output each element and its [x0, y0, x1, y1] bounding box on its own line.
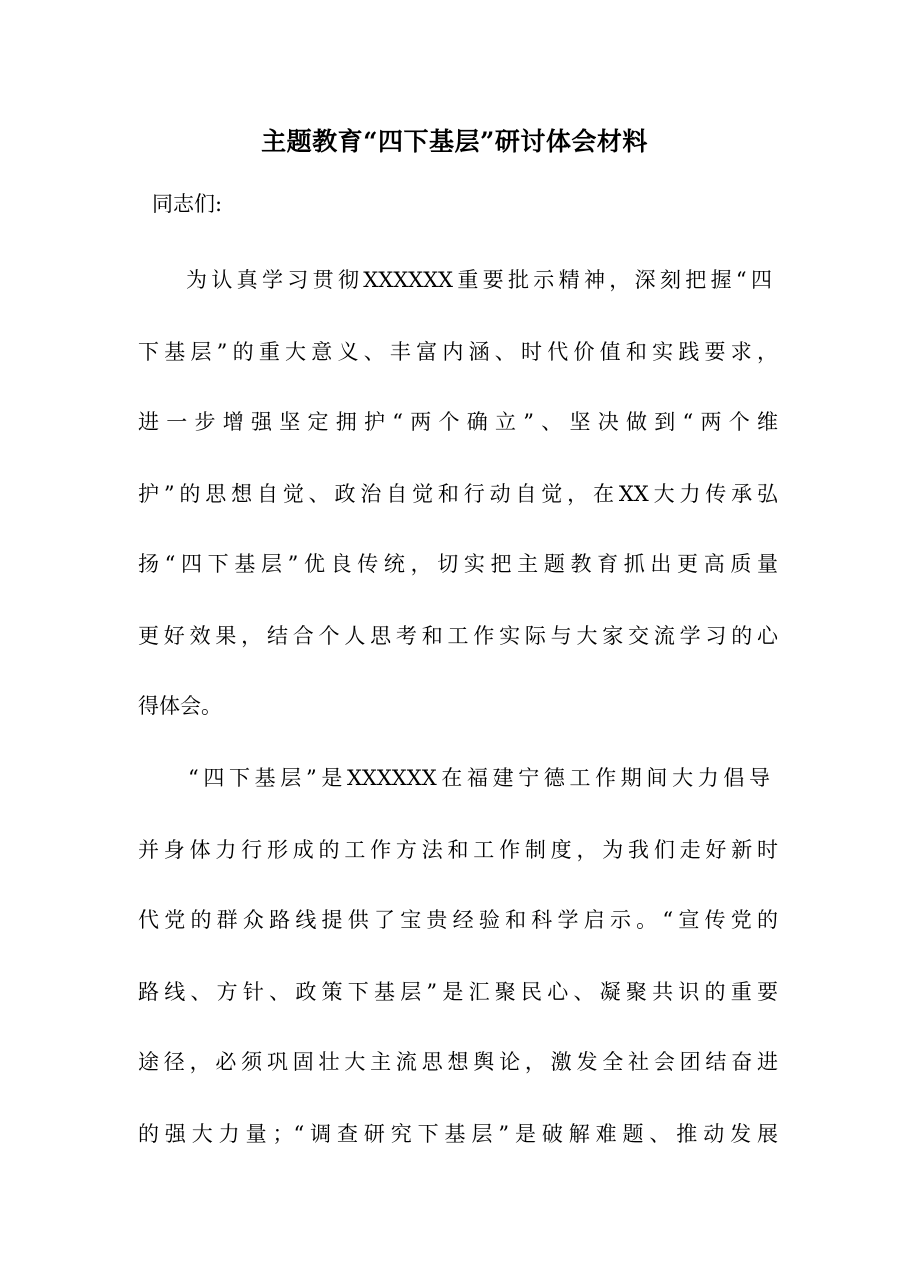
document-title: 主题教育“四下基层”研讨体会材料: [261, 127, 648, 156]
paragraph-2-line-2: 并身体力行形成的工作方法和工作制度，为我们走好新时: [138, 838, 778, 862]
paragraph-2-line-5: 途径，必须巩固壮大主流思想舆论，激发全社会团结奋进: [138, 1050, 778, 1074]
paragraph-1-line-5: 扬“四下基层”优良传统，切实把主题教育抓出更高质量: [138, 552, 778, 576]
paragraph-2-line-4: 路线、方针、政策下基层”是汇聚民心、凝聚共识的重要: [138, 980, 778, 1004]
paragraph-2-line-1: “四下基层”是XXXXXX在福建宁德工作期间大力倡导: [188, 766, 770, 790]
paragraph-1-line-1: 为认真学习贯彻XXXXXX重要批示精神，深刻把握“四: [186, 268, 772, 292]
paragraph-1-line-7: 得体会。: [138, 694, 222, 718]
paragraph-1-line-3: 进一步增强坚定拥护“两个确立”、坚决做到“两个维: [138, 410, 778, 434]
paragraph-1-line-6: 更好效果，结合个人思考和工作实际与大家交流学习的心: [138, 624, 778, 648]
paragraph-1-line-4: 护”的思想自觉、政治自觉和行动自觉，在XX大力传承弘: [138, 482, 778, 506]
paragraph-1-line-2: 下基层”的重大意义、丰富内涵、时代价值和实践要求，: [138, 340, 778, 364]
paragraph-2-line-6: 的强大力量；“调查研究下基层”是破解难题、推动发展: [138, 1122, 778, 1146]
paragraph-2-line-3: 代党的群众路线提供了宝贵经验和科学启示。“宣传党的: [138, 908, 778, 932]
salutation: 同志们:: [152, 192, 223, 216]
